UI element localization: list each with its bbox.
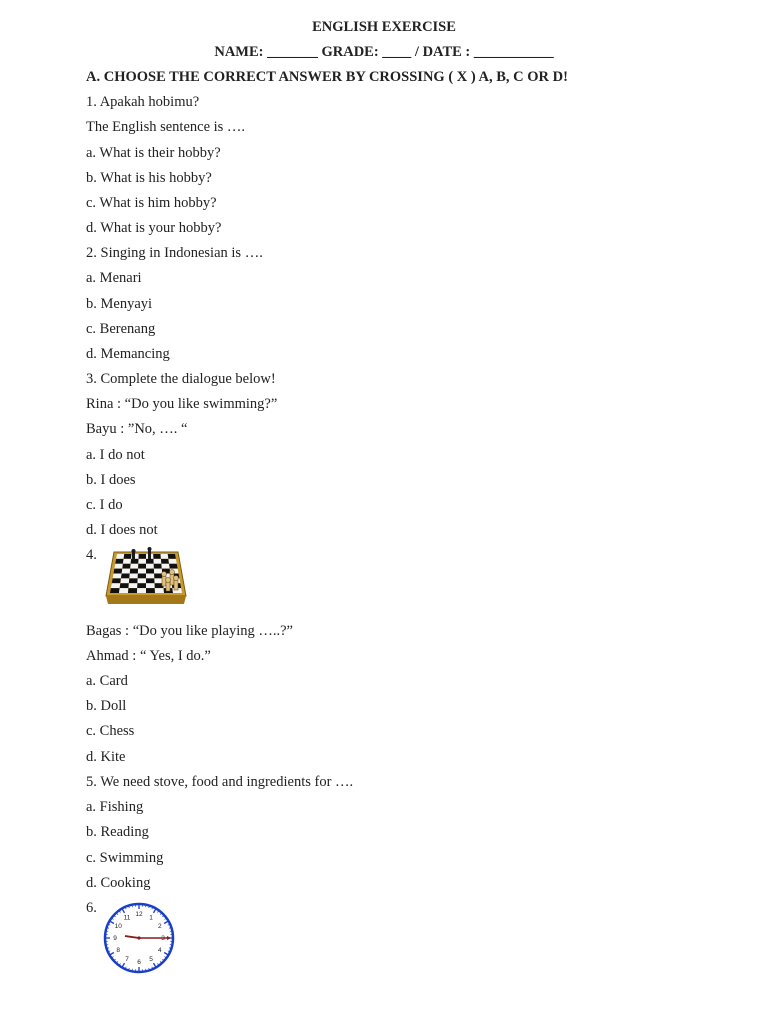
- chessboard-square: [113, 574, 122, 579]
- chessboard-image: [104, 546, 188, 612]
- chessboard-square: [154, 564, 162, 569]
- clock-number: 2: [157, 923, 162, 931]
- chessboard-square: [168, 559, 176, 564]
- question-5-option-c: c. Swimming: [86, 850, 164, 866]
- chessboard-square: [168, 554, 176, 559]
- chessboard-square: [137, 578, 146, 583]
- clock-number: 1: [149, 914, 153, 922]
- question-4-dialogue-bagas: Bagas : “Do you like playing …..?”: [86, 623, 293, 639]
- question-1-option-a: a. What is their hobby?: [86, 145, 221, 161]
- chessboard-square: [138, 574, 146, 579]
- question-1-option-b: b. What is his hobby?: [86, 170, 212, 186]
- chessboard-square: [130, 569, 138, 574]
- clock-number: 6: [137, 959, 141, 967]
- question-6-number: 6.: [86, 900, 97, 916]
- question-4-dialogue-ahmad: Ahmad : “ Yes, I do.”: [86, 648, 211, 664]
- chessboard-square: [146, 559, 154, 564]
- question-5-option-d: d. Cooking: [86, 875, 151, 891]
- clock-number: 7: [125, 955, 129, 963]
- chessboard-square: [139, 554, 146, 559]
- chessboard-square: [169, 564, 178, 569]
- question-2-option-a: a. Menari: [86, 270, 142, 286]
- question-3-dialogue-bayu: Bayu : ”No, …. “: [86, 421, 188, 437]
- chessboard-square: [128, 583, 137, 588]
- chessboard-square: [112, 578, 121, 583]
- chessboard-square: [122, 569, 131, 574]
- chessboard-square: [146, 569, 154, 574]
- chessboard-square: [116, 554, 124, 559]
- chessboard-square: [146, 564, 154, 569]
- clock-number: 9: [113, 935, 117, 943]
- chessboard-square: [115, 559, 123, 564]
- question-3-option-a: a. I do not: [86, 447, 145, 463]
- chessboard-square: [119, 588, 128, 593]
- chessboard-square: [137, 583, 146, 588]
- chessboard-square: [129, 578, 138, 583]
- chessboard-square: [128, 588, 137, 593]
- chessboard-square: [122, 564, 130, 569]
- chessboard-square: [114, 569, 123, 574]
- chessboard-square: [161, 559, 169, 564]
- chessboard-square: [154, 569, 162, 574]
- chessboard-square: [124, 554, 132, 559]
- name-grade-date-line: NAME: _______ GRADE: ____ / DATE : ___________: [214, 44, 554, 60]
- chessboard-square: [161, 554, 169, 559]
- question-1-prompt: The English sentence is ….: [86, 119, 246, 135]
- question-3-dialogue-rina: Rina : “Do you like swimming?”: [86, 396, 278, 412]
- question-3-option-b: b. I does: [86, 472, 136, 488]
- question-2-option-b: b. Menyayi: [86, 296, 153, 312]
- chessboard-square: [120, 583, 129, 588]
- chessboard-square: [146, 574, 154, 579]
- chessboard-square: [121, 574, 130, 579]
- clock-image: [100, 902, 178, 974]
- question-2-option-c: c. Berenang: [86, 321, 156, 337]
- chessboard-square: [153, 554, 161, 559]
- clock-number: 3: [161, 935, 165, 943]
- chessboard-square: [146, 578, 155, 583]
- chessboard-square: [138, 564, 146, 569]
- chessboard-square: [146, 588, 155, 593]
- chessboard-square: [161, 564, 169, 569]
- question-1-option-c: c. What is him hobby?: [86, 195, 217, 211]
- chessboard-square: [130, 564, 138, 569]
- question-4-option-b: b. Doll: [86, 698, 127, 714]
- chessboard-square: [146, 583, 155, 588]
- question-3-option-c: c. I do: [86, 497, 123, 513]
- question-4-option-c: c. Chess: [86, 723, 135, 739]
- question-3-text: 3. Complete the dialogue below!: [86, 371, 276, 387]
- chessboard-square: [129, 574, 138, 579]
- question-5-option-a: a. Fishing: [86, 799, 144, 815]
- question-4-number: 4.: [86, 547, 97, 563]
- clock-number: 12: [135, 911, 143, 919]
- chessboard-square: [120, 578, 129, 583]
- chessboard-square: [138, 569, 146, 574]
- question-2-text: 2. Singing in Indonesian is ….: [86, 245, 263, 261]
- chessboard-square: [138, 559, 146, 564]
- clock-number: 8: [116, 947, 121, 955]
- question-2-option-d: d. Memancing: [86, 346, 170, 362]
- chessboard-square: [110, 588, 120, 593]
- question-5-option-b: b. Reading: [86, 824, 149, 840]
- question-1-option-d: d. What is your hobby?: [86, 220, 222, 236]
- chessboard-square: [111, 583, 120, 588]
- chessboard-square: [123, 559, 131, 564]
- page-title: ENGLISH EXERCISE: [312, 19, 456, 35]
- chessboard-square: [114, 564, 123, 569]
- clock-number: 4: [157, 947, 162, 955]
- clock-number: 10: [114, 923, 122, 931]
- question-5-text: 5. We need stove, food and ingredients for ….: [86, 774, 354, 790]
- section-a-instruction: A. CHOOSE THE CORRECT ANSWER BY CROSSING ( X ) A, B, C OR D!: [86, 69, 568, 85]
- question-4-option-a: a. Card: [86, 673, 128, 689]
- chessboard-square: [137, 588, 146, 593]
- question-3-option-d: d. I does not: [86, 522, 158, 538]
- clock-number: 5: [149, 955, 153, 963]
- clock-number: 11: [123, 914, 131, 922]
- chessboard-square: [153, 559, 161, 564]
- question-1-text: 1. Apakah hobimu?: [86, 94, 200, 110]
- chessboard-square: [155, 588, 164, 593]
- question-4-option-d: d. Kite: [86, 749, 126, 765]
